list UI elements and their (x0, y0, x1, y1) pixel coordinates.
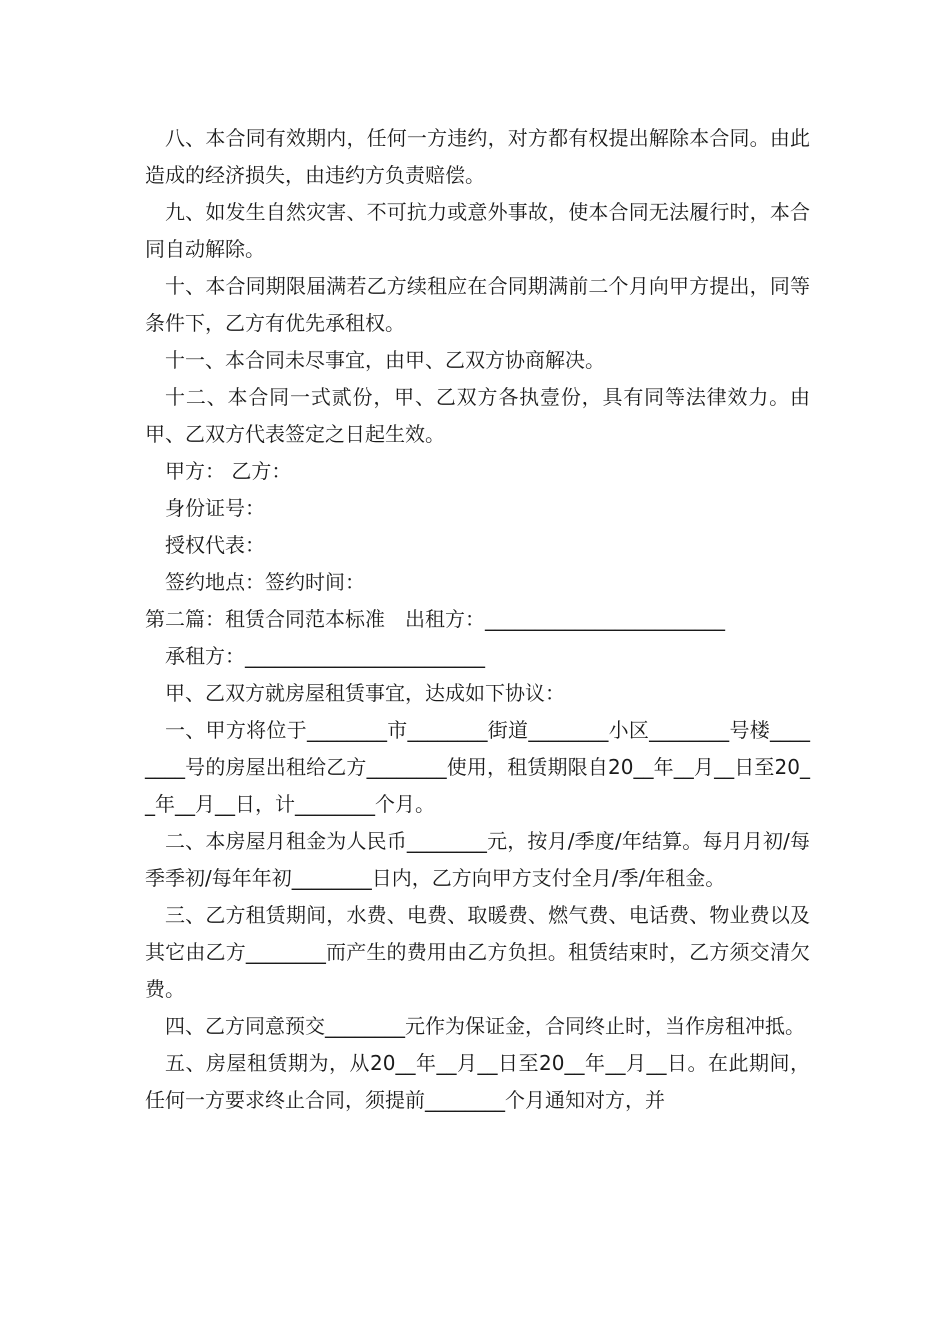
document-body (145, 120, 810, 1119)
clause-8: 八、本合同有效期内，任何一方违约，对方都有权提出解除本合同。由此造成的经济损失，由违约方负责赔偿。 (145, 126, 810, 187)
clause-12: 十二、本合同一式贰份，甲、乙双方各执壹份，具有同等法律效力。由甲、乙双方代表签定之日起生效。 (145, 385, 810, 446)
article-5: 五、房屋租赁期为，从20__年__月__日至20__年__月__日。在此期间，任何一方要求终止合同，须提前________个月通知对方，并 (145, 1051, 810, 1112)
article-4: 四、乙方同意预交________元作为保证金，合同终止时，当作房租冲抵。 (165, 1014, 805, 1038)
article-1: 一、甲方将位于________市________街道________小区________号楼________号的房屋出租给乙方________使用，租赁期限自20__年__月__日至20__年__月__日，计________个月。 (145, 718, 810, 816)
signature-representative: 授权代表： (165, 533, 265, 557)
second-section-heading: 第二篇：租赁合同范本标准 出租方：________________________ (145, 607, 725, 631)
signature-parties: 甲方： 乙方： (165, 459, 292, 483)
tenant-line: 承租方：________________________ (165, 644, 485, 668)
clause-10: 十、本合同期限届满若乙方续租应在合同期满前二个月向甲方提出，同等条件下，乙方有优先承租权。 (145, 274, 810, 335)
agreement-intro: 甲、乙双方就房屋租赁事宜，达成如下协议： (165, 681, 565, 705)
article-3: 三、乙方租赁期间，水费、电费、取暖费、燃气费、电话费、物业费以及其它由乙方________而产生的费用由乙方负担。租赁结束时，乙方须交清欠费。 (145, 903, 810, 1001)
signature-id-number: 身份证号： (165, 496, 265, 520)
article-2: 二、本房屋月租金为人民币________元，按月/季度/年结算。每月月初/每季季初/每年年初________日内，乙方向甲方支付全月/季/年租金。 (145, 829, 810, 890)
signature-place-time: 签约地点：签约时间： (165, 570, 365, 594)
clause-11: 十一、本合同未尽事宜，由甲、乙双方协商解决。 (165, 348, 605, 372)
clause-9: 九、如发生自然灾害、不可抗力或意外事故，使本合同无法履行时，本合同自动解除。 (145, 200, 810, 261)
